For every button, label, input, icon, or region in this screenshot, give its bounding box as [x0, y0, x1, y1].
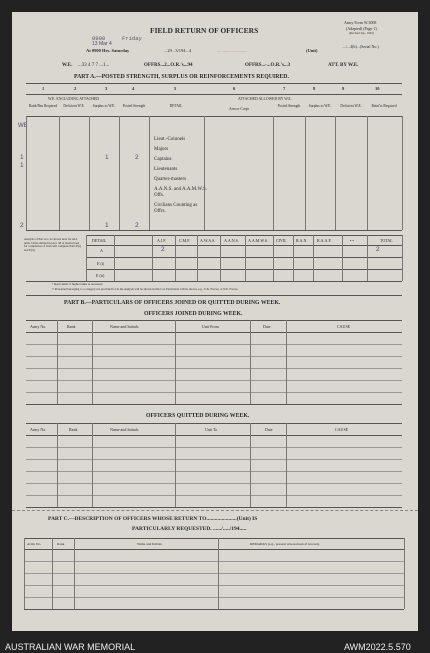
an-hdr-ran: R.A.N. — [296, 238, 308, 243]
hand-total-1: 2 — [20, 222, 24, 229]
col-num-8: 8 — [313, 86, 316, 91]
footer-accession-number: AWM2022.5.570 — [344, 642, 411, 652]
joined-hdr-cause: CAUSE — [337, 324, 351, 329]
quitted-hdr-cause: CAUSE — [335, 427, 349, 432]
an-hdr-aamws: A.A.M.W.S. — [248, 238, 268, 243]
hdr-posted: Posted Strength — [122, 104, 146, 108]
col-num-2: 2 — [74, 86, 77, 91]
handwritten-date: 13 Mar 4 — [92, 41, 112, 47]
att-by-we: ATT. BY W.E. — [328, 63, 359, 68]
an-row-eii: E (ii) — [96, 273, 105, 278]
quitted-hdr-date: Date — [265, 427, 273, 432]
document-sheet — [12, 12, 418, 631]
col-num-6: 6 — [233, 86, 236, 91]
col-num-7: 7 — [283, 86, 286, 91]
rank-civilians: Civilians Counting as Offrs. — [154, 203, 198, 214]
an-hdr-awas: A.W.A.S. — [200, 238, 216, 243]
offrs-ors-2: OFFRS...-...O.R.'s...3 — [245, 63, 291, 68]
typed-time: 0900 — [92, 35, 106, 42]
hdr-reinf: Reinf'ts Required — [371, 104, 397, 108]
joined-hdr-name: Name and Initials — [110, 324, 139, 329]
form-title: FIELD RETURN OF OFFICERS — [150, 26, 259, 35]
an-hdr-aans: A.A.N.S. — [224, 238, 239, 243]
unit-label: (Unit) — [306, 48, 318, 53]
hdr-arm-corps: Arm or Corps — [229, 107, 249, 111]
col-num-5: 5 — [174, 86, 177, 91]
joined-hdr-unit-from: Unit From — [202, 324, 219, 329]
quitted-hdr-army-no: Army No. — [30, 427, 47, 432]
rank-majors: Majors — [154, 147, 169, 152]
partc-hdr-name: Name and Initials — [137, 542, 162, 546]
quitted-title: OFFICERS QUITTED DURING WEEK. — [146, 413, 250, 419]
an-hdr-total: TOTAL — [380, 238, 393, 243]
an-hdr-aif: A.I.F. — [157, 238, 167, 243]
at-hours-label: At 0900 Hrs. Saturday — [86, 48, 130, 53]
quitted-hdr-rank: Rank — [69, 427, 78, 432]
part-c-title-2: PARTICULARLY REQUESTED. ....../...../194..... — [132, 526, 247, 532]
quitted-hdr-unit-to: Unit To — [205, 427, 218, 432]
typed-day: Friday — [122, 35, 142, 42]
we-label: W.E. — [62, 63, 73, 68]
hand-entry-1: 1 — [20, 154, 24, 161]
partc-hdr-rank: Rank — [57, 542, 65, 546]
we-excluding-attached: W.E. EXCLUDING ATTACHED — [48, 97, 100, 101]
hand-entry-3: 1 — [105, 154, 109, 161]
hand-entry-4: 2 — [135, 154, 139, 161]
revised-note: (Revised Jan., 1943) — [349, 31, 374, 35]
joined-hdr-army-no: Army No. — [30, 324, 47, 329]
col-num-9: 9 — [342, 86, 345, 91]
footer-institution: AUSTRALIAN WAR MEMORIAL — [5, 642, 136, 652]
hand-entry-2: 1 — [20, 162, 24, 169]
partc-hdr-army-no: Army No. — [27, 542, 42, 546]
an-hdr-cmf: C.M.F. — [179, 238, 191, 243]
partc-hdr-remarks: REMARKS (e.g., present whereabouts if known). — [250, 542, 320, 546]
joined-hdr-date: Date — [263, 324, 271, 329]
quitted-hdr-name: Name and Initials — [110, 427, 139, 432]
attached-allowed: ATTACHED ALLOWED BY W.E. — [238, 97, 292, 101]
hdr-posted-att: Posted Strength — [277, 104, 301, 108]
col-num-10: 10 — [375, 86, 380, 91]
footnote-1: • Insert detail of higher ranks as necessary. — [52, 282, 104, 286]
army-form-number: Army Form W.3008 — [344, 20, 377, 25]
an-row-a: A — [100, 248, 103, 253]
an-row-ei: E (i) — [97, 261, 105, 266]
hdr-surplus: Surplus to W.E. — [92, 104, 116, 108]
hand-we-mark: WE — [18, 123, 28, 129]
rank-aans: A.A.N.S. and A.A.M.W.S. Offs. — [154, 187, 208, 198]
col-num-1: 1 — [42, 86, 45, 91]
col-num-3: 3 — [105, 86, 108, 91]
part-b-title: PART B.—PARTICULARS OF OFFICERS JOINED OR QUITTED DURING WEEK. — [64, 300, 281, 306]
offrs-ors-1: OFFRS...2...O.R.'s...94 — [144, 63, 193, 68]
an-val-total: 2 — [376, 246, 380, 253]
an-val-aif: 2 — [161, 246, 165, 253]
joined-hdr-rank: Rank — [67, 324, 76, 329]
hdr-deficient-att: Deficient W.E. — [340, 104, 362, 108]
rank-captains: Captains — [154, 157, 172, 162]
rank-lt-col: Lieut.-Colonels — [154, 137, 186, 142]
adapted-note: (Adapted) (Page 1) — [346, 26, 377, 31]
an-hdr-raaf: R.A.A.F. — [317, 238, 332, 243]
analysis-note: Analysis of Part A to be shown here for ALL units. Units entitled in para. 38 of instructions for completion of form will complete Parts E(i) and E(ii). — [24, 237, 81, 252]
rank-qm: Quarter-masters — [154, 177, 187, 182]
col-num-4: 4 — [132, 86, 135, 91]
hdr-deficient: Deficient W.E. — [63, 104, 85, 108]
an-hdr-civil: CIVIL — [276, 238, 287, 243]
joined-title: OFFICERS JOINED DURING WEEK. — [144, 311, 243, 317]
an-hdr-detail: DETAIL — [92, 238, 107, 243]
hdr-surplus-att: Surplus to W.E. — [308, 104, 332, 108]
footnote-2: •• Personnel belonging to a category not provided for in the analysis will be shown in this Col. Particulars will be shown, e.g., U.K. Forces, or N.E. Forces. — [52, 287, 239, 291]
hand-total-2: 1 — [105, 222, 109, 229]
part-c-title-1: PART C.—DESCRIPTION OF OFFICERS WHOSE RETURN TO......................(Unit) IS — [48, 516, 258, 522]
we-value: ...33 4 7 7 ...1... — [78, 63, 110, 68]
part-a-title: PART A.—POSTED STRENGTH, SURPLUS OR REINFORCEMENTS REQUIRED. — [74, 74, 289, 80]
hand-total-3: 2 — [135, 222, 139, 229]
rank-lieutenants: Lieutenants — [154, 167, 178, 172]
serial-number: ..../...4(b)...(Serial No.) — [342, 44, 379, 49]
hdr-detail: DETAIL — [169, 104, 183, 108]
date-line: ...29...3/194...4 — [164, 48, 192, 53]
an-hdr-other: • • — [350, 238, 354, 243]
unit-stamp: ........................... — [217, 48, 248, 53]
hdr-rank-required: Rank/Bns Required — [28, 104, 58, 108]
